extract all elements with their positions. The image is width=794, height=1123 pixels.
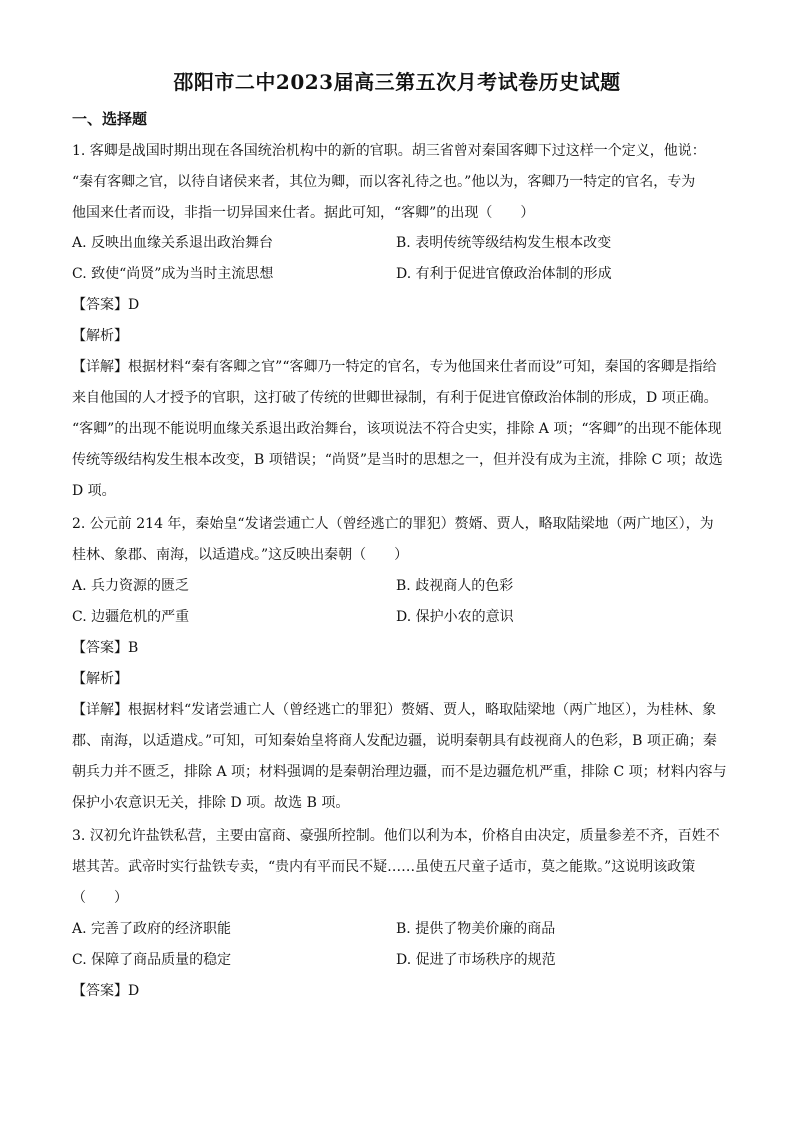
- q2-detail-line-1: 【详解】根据材料“发诸尝逋亡人（曾经逃亡的罪犯）赘婿、贾人，略取陆梁地（两广地区），为桂林、象: [72, 702, 717, 718]
- q3-option-b: B. 提供了物美价廉的商品: [396, 921, 556, 937]
- q2-detail-line-3: 朝兵力并不匮乏，排除 A 项；材料强调的是秦朝治理边疆，而不是边疆危机严重，排除 C 项；材料内容与: [72, 764, 727, 780]
- q2-analysis-label: 【解析】: [72, 671, 128, 687]
- q1-detail-line-5: D 项。: [72, 483, 116, 499]
- q3-option-d: D. 促进了市场秩序的规范: [396, 952, 556, 968]
- q3-stem-line-3: （ ）: [72, 890, 128, 906]
- q1-stem-line-1: 1. 客卿是战国时期出现在各国统治机构中的新的官职。胡三省曾对秦国客卿下过这样一个定义，他说：: [72, 143, 706, 159]
- q1-detail-line-1: 【详解】根据材料“秦有客卿之官”“客卿乃一特定的官名，专为他国来仕者而设”可知，秦国的客卿是指给: [72, 359, 717, 375]
- q3-stem-line-1: 3. 汉初允许盐铁私营，主要由富商、豪强所控制。他们以利为本，价格自由决定，质量参差不齐，百姓不: [72, 828, 720, 844]
- q1-option-b: B. 表明传统等级结构发生根本改变: [396, 235, 612, 251]
- q1-stem-line-2: “秦有客卿之官，以待自诸侯来者，其位为卿，而以客礼待之也。”他以为，客卿乃一特定的官名，专为: [72, 174, 696, 190]
- q1-answer: 【答案】D: [72, 297, 140, 313]
- q1-detail-line-4: 传统等级结构发生根本改变，B 项错误；“尚贤”是当时的思想之一，但并没有成为主流，排除 C 项；故选: [72, 452, 723, 468]
- q1-option-c: C. 致使“尚贤”成为当时主流思想: [72, 266, 274, 282]
- page-title: 邵阳市二中2023届高三第五次月考试卷历史试题: [173, 70, 621, 94]
- q2-option-a: A. 兵力资源的匮乏: [72, 578, 190, 594]
- q1-analysis-label: 【解析】: [72, 328, 128, 344]
- q1-option-d: D. 有利于促进官僚政治体制的形成: [396, 266, 612, 282]
- q2-detail-line-4: 保护小农意识无关，排除 D 项。故选 B 项。: [72, 795, 350, 811]
- q1-detail-line-2: 来自他国的人才授予的官职，这打破了传统的世卿世禄制，有利于促进官僚政治体制的形成，D 项正确。: [72, 390, 718, 406]
- q2-option-d: D. 保护小农的意识: [396, 609, 514, 625]
- q2-answer: 【答案】B: [72, 640, 139, 656]
- q3-stem-line-2: 堪其苦。武帝时实行盐铁专卖，“贵内有平而民不疑……虽使五尺童子适市，莫之能欺。”这说明该政策: [72, 859, 696, 875]
- q2-option-c: C. 边疆危机的严重: [72, 609, 190, 625]
- q2-stem-line-1: 2. 公元前 214 年，秦始皇“发诸尝逋亡人（曾经逃亡的罪犯）赘婿、贾人，略取陆梁地（两广地区），为: [72, 516, 714, 532]
- q3-option-a: A. 完善了政府的经济职能: [72, 921, 232, 937]
- q3-answer: 【答案】D: [72, 983, 140, 999]
- section-heading: 一、选择题: [72, 110, 148, 128]
- q3-option-c: C. 保障了商品质量的稳定: [72, 952, 232, 968]
- q2-option-b: B. 歧视商人的色彩: [396, 578, 514, 594]
- q1-detail-line-3: “客卿”的出现不能说明血缘关系退出政治舞台，该项说法不符合史实，排除 A 项；“客卿”的出现不能体现: [72, 421, 722, 437]
- q2-detail-line-2: 郡、南海，以适遣戍。”可知，可知秦始皇将商人发配边疆，说明秦朝具有歧视商人的色彩，B 项正确；秦: [72, 733, 717, 749]
- q1-option-a: A. 反映出血缘关系退出政治舞台: [72, 235, 274, 251]
- q1-stem-line-3: 他国来仕者而设，非指一切异国来仕者。据此可知，“客卿”的出现（ ）: [72, 205, 535, 221]
- q2-stem-line-2: 桂林、象郡、南海，以适遣戍。”这反映出秦朝（ ）: [72, 547, 409, 563]
